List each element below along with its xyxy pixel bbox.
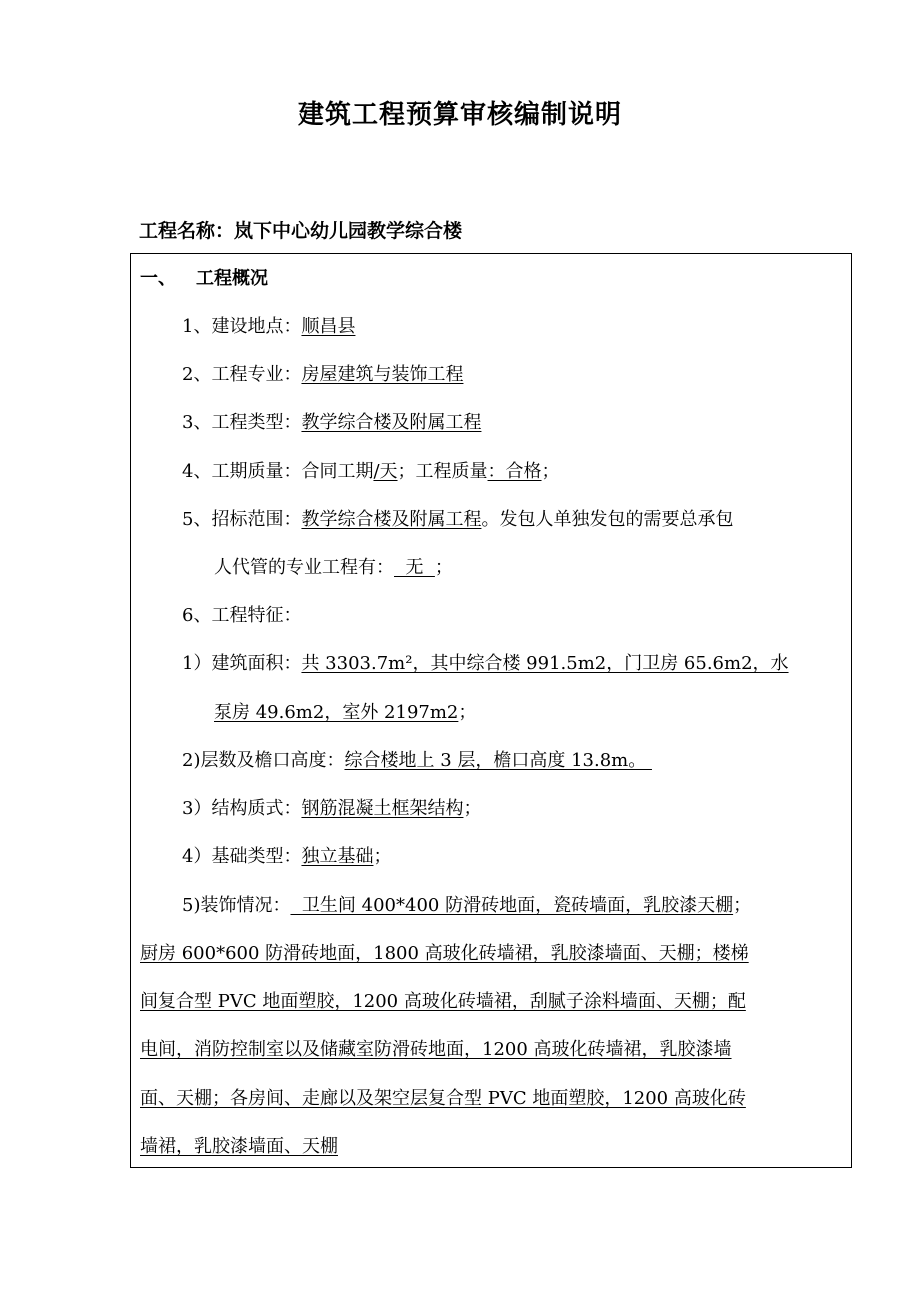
section-heading <box>140 266 268 292</box>
item-label: 4、工期质量：合同工期 <box>182 461 374 482</box>
quality-value: ：合格 <box>487 461 542 482</box>
item-label: 人代管的专业工程有： <box>214 557 394 578</box>
item-label: 6、工程特征： <box>182 605 302 626</box>
item-label: 1、建设地点： <box>182 316 302 337</box>
punctuation: ； <box>434 557 453 578</box>
decoration-line-2: 厨房 600*600 防滑砖地面，1800 高玻化砖墙裙，乳胶漆墙面、天棚；楼梯 <box>140 943 749 964</box>
item-value: 教学综合楼及附属工程 <box>301 412 482 433</box>
item-features <box>182 603 301 629</box>
punctuation: ； <box>373 846 392 867</box>
decoration-line-5: 面、天棚；各房间、走廊以及架空层复合型 PVC 地面塑胶，1200 高玻化砖 <box>140 1088 746 1109</box>
section-number: 一、 <box>140 268 176 289</box>
item-label: 3、工程类型： <box>182 412 302 433</box>
item-value: 顺昌县 <box>301 316 356 337</box>
punctuation: ； <box>733 895 752 916</box>
quality-label: ；工程质量 <box>397 461 488 482</box>
feature-foundation <box>182 844 391 870</box>
item-specialty <box>182 362 463 388</box>
item-value: 教学综合楼及附属工程 <box>301 509 482 530</box>
feature-structure <box>182 796 481 822</box>
feature-floors <box>182 748 652 774</box>
decoration-line-6: 墙裙，乳胶漆墙面、天棚 <box>140 1136 338 1157</box>
punctuation: ； <box>463 798 482 819</box>
feature-area <box>182 651 789 677</box>
item-text: 。发包人单独发包的需要总承包 <box>481 509 734 530</box>
feature-label: 5)装饰情况： <box>182 895 291 916</box>
feature-label: 2)层数及檐口高度： <box>182 750 345 771</box>
item-scope <box>182 507 733 533</box>
feature-value: 钢筋混凝土框架结构 <box>301 798 464 819</box>
feature-decoration <box>182 893 751 919</box>
item-value: 房屋建筑与装饰工程 <box>301 364 464 385</box>
decoration-line-4: 电间，消防控制室以及储藏室防滑砖地面，1200 高玻化砖墙裙，乳胶漆墙 <box>140 1039 732 1060</box>
feature-label: 1）建筑面积： <box>182 653 302 674</box>
feature-value: 共 3303.7m²，其中综合楼 991.5m2，门卫房 65.6m2，水 <box>301 653 789 674</box>
period-value: /天 <box>373 461 398 482</box>
item-type <box>182 410 481 436</box>
decoration-line-3: 间复合型 PVC 地面塑胶，1200 高玻化砖墙裙，刮腻子涂料墙面、天棚；配 <box>140 991 746 1012</box>
feature-area-continued <box>214 700 476 726</box>
section-title: 工程概况 <box>196 268 268 289</box>
item-label: 5、招标范围： <box>182 509 302 530</box>
item-location <box>182 314 355 340</box>
punctuation: ； <box>458 702 477 723</box>
feature-value: 卫生间 400*400 防滑砖地面，瓷砖墙面，乳胶漆天棚 <box>290 895 734 916</box>
feature-value: 综合楼地上 3 层，檐口高度 13.8m。 <box>344 750 652 771</box>
item-period-quality <box>182 459 560 485</box>
item-scope-continued <box>214 555 453 581</box>
document-title: 建筑工程预算审核编制说明 <box>297 100 622 130</box>
project-name: 工程名称：岚下中心幼儿园教学综合楼 <box>139 220 463 242</box>
item-label: 2、工程专业： <box>182 364 302 385</box>
item-value: 无 <box>394 557 435 578</box>
feature-label: 3）结构质式： <box>182 798 302 819</box>
feature-value: 独立基础 <box>301 846 374 867</box>
feature-label: 4）基础类型： <box>182 846 302 867</box>
punctuation: ； <box>541 461 560 482</box>
feature-value: 泵房 49.6m2，室外 2197m2 <box>214 702 459 723</box>
